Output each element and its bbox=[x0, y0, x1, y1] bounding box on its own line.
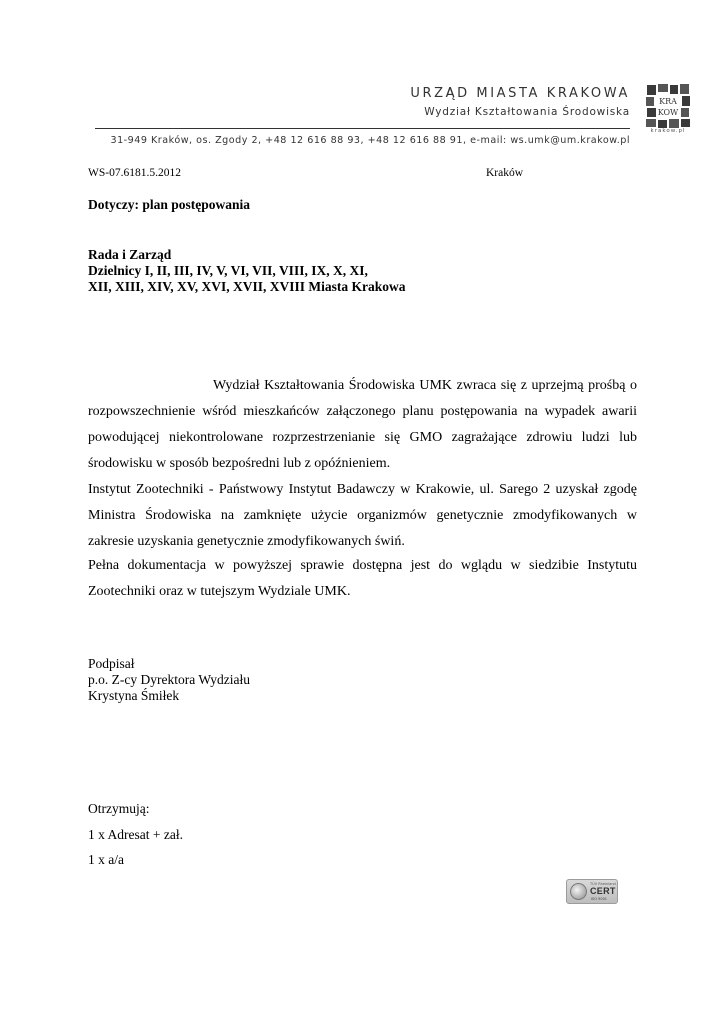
department-name: Wydział Kształtowania Środowiska bbox=[424, 106, 630, 118]
body-text-institute: Instytut Zootechniki - Państwowy Instytut Badawczy w Krakowie, ul. Sarego 2 uzyskał zgodę Ministra Środowiska na zamknięte użycie organizmów genetycznie zmodyfikowanych w zakresie uzyskania genetycznie zmodyfikowanych świń. bbox=[88, 482, 637, 549]
recipients-label: Otrzymują: bbox=[88, 801, 150, 816]
signature-line: p.o. Z-cy Dyrektora Wydziału bbox=[88, 672, 251, 687]
recipient-item: 1 x Adresat + zał. bbox=[88, 827, 183, 842]
signature-name: Krystyna Śmiłek bbox=[88, 688, 180, 703]
certificate-badge bbox=[566, 879, 618, 904]
body-paragraph-main bbox=[88, 373, 637, 581]
reference-number: WS-07.6181.5.2012 bbox=[88, 167, 181, 179]
signature-block bbox=[88, 656, 250, 704]
addressee-line: Dzielnicy I, II, III, IV, V, VI, VII, VIII, IX, X, XI, bbox=[88, 263, 368, 278]
addressee-block bbox=[88, 247, 406, 295]
certificate-issuer: TÜV Rheinland bbox=[590, 882, 616, 886]
certificate-standard: ISO 9001 bbox=[591, 897, 608, 901]
krakow-logo bbox=[646, 84, 690, 128]
letter-place: Kraków bbox=[486, 167, 524, 179]
certificate-seal-icon bbox=[570, 883, 587, 900]
signature-line: Podpisał bbox=[88, 656, 135, 671]
letter-subject: Dotyczy: plan postępowania bbox=[88, 197, 251, 212]
body-text-main: Wydział Kształtowania Środowiska UMK zwraca się z uprzejmą prośbą o rozpowszechnienie wśród mieszkańców załączonego planu postępowania na wypadek awarii powodującej niekontrolowane rozprzestrzenianie się GMO zagrażające zdrowiu ludzi lub środowisku w sposób bezpośredni lub z opóźnieniem. bbox=[88, 378, 637, 471]
body-paragraph-documentation: Pełna dokumentacja w powyższej sprawie dostępna jest do wglądu w siedzibie Instytutu Zootechniki oraz w tutejszym Wydziale UMK. bbox=[88, 558, 637, 599]
contact-line: 31-949 Kraków, os. Zgody 2, +48 12 616 88 93, +48 12 616 88 91, e-mail: ws.umk@um.krakow.pl bbox=[110, 135, 630, 146]
logo-text-bottom: KOW bbox=[657, 108, 679, 117]
recipient-item: 1 x a/a bbox=[88, 852, 124, 867]
certificate-title: CERT bbox=[590, 886, 616, 896]
logo-caption: krakow.pl bbox=[650, 128, 686, 134]
header-divider bbox=[95, 128, 630, 129]
office-name: URZĄD MIASTA KRAKOWA bbox=[410, 86, 630, 101]
addressee-line: Rada i Zarząd bbox=[88, 247, 172, 262]
logo-text-top: KRA bbox=[659, 97, 677, 106]
addressee-line: XII, XIII, XIV, XV, XVI, XVII, XVIII Miasta Krakowa bbox=[88, 279, 406, 294]
